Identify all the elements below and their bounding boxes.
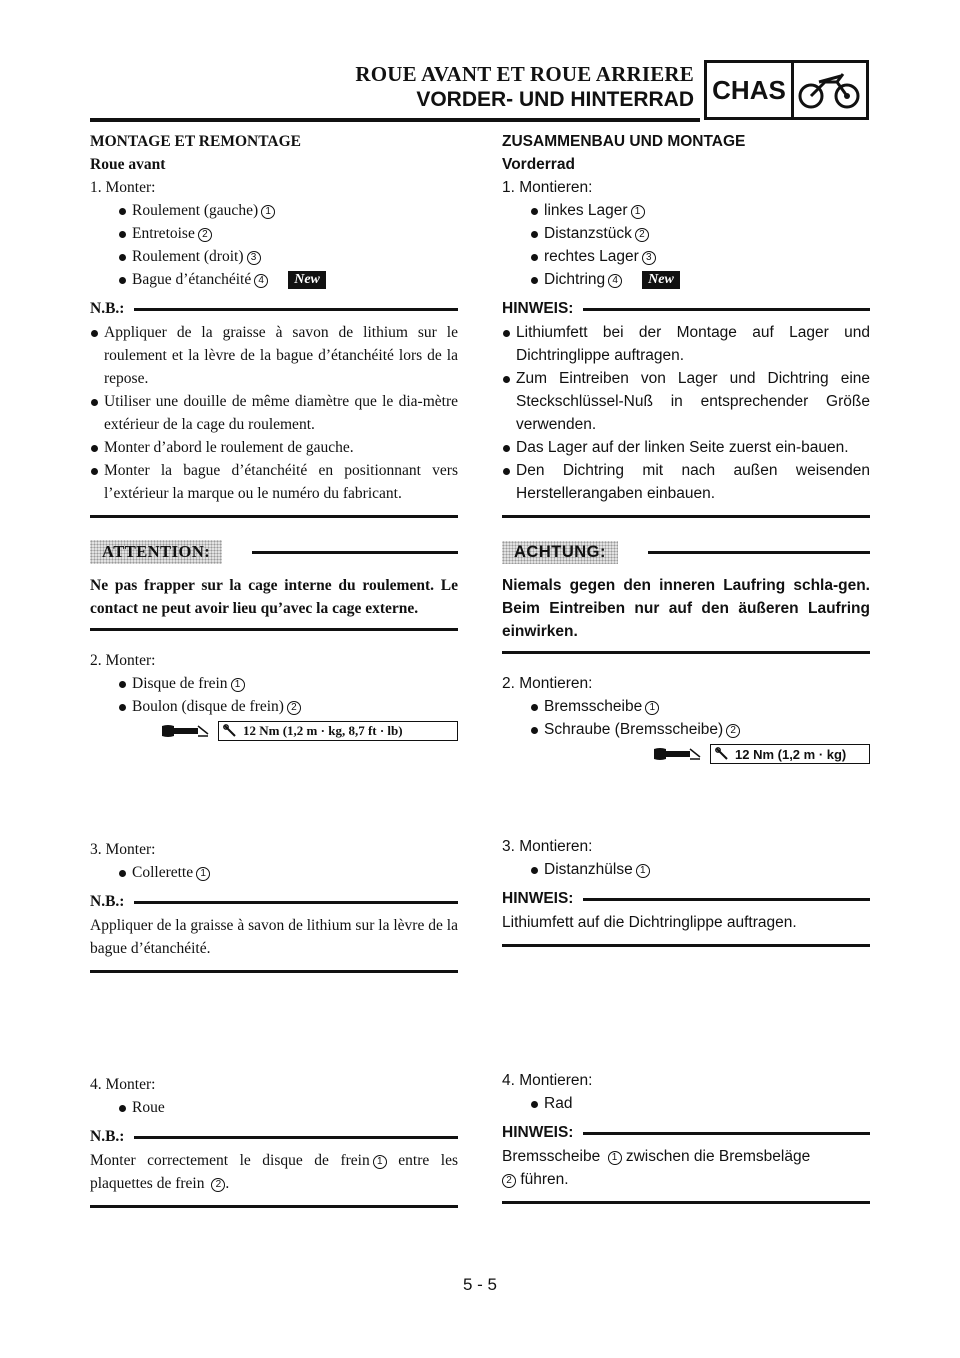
step-label: 2. Montieren: [502, 675, 593, 692]
callout-number: 2 [211, 1178, 225, 1192]
note-end-rule [502, 1201, 870, 1204]
step-label: 3. Monter: [90, 841, 156, 858]
caution-header [502, 538, 870, 566]
header-title-de: VORDER- UND HINTERRAD [416, 88, 694, 111]
new-part-badge: New [288, 271, 326, 289]
list-item: Bremsscheibe 1 [530, 695, 870, 718]
section-subheading: Vorderrad [502, 156, 575, 173]
page-number: 5 - 5 [462, 1275, 498, 1294]
step-label: 4. Montieren: [502, 1072, 593, 1089]
note-end-rule [90, 515, 458, 518]
note-item: Utiliser une douille de même diamètre que le dia-mètre extérieur de la cage du roulement. [90, 390, 458, 436]
note-end-rule [502, 515, 870, 518]
note-item: Zum Eintreiben von Lager und Dichtring eine Steckschlüssel-Nuß in entsprechender Größe verwenden. [502, 367, 870, 436]
list-item: Dichtring 4 New [530, 268, 870, 291]
torque-icon [715, 747, 729, 761]
step-label: 1. Montieren: [502, 179, 593, 196]
caution-header [90, 538, 458, 566]
list-item: Roulement (droit) 3 [118, 245, 458, 268]
callout-number: 4 [608, 274, 622, 288]
torque-value: 12 Nm (1,2 m · kg) [735, 746, 847, 762]
motorcycle-icon [794, 63, 866, 117]
note-text: Monter correctement le disque de frein 1 entre les plaquettes de frein 2 . [90, 1152, 458, 1192]
callout-number: 1 [636, 864, 650, 878]
note-item: Den Dichtring mit nach außen weisenden Herstellerangaben einbauen. [502, 459, 870, 505]
list-item: Distanzhülse 1 [530, 858, 870, 881]
list-item: Entretoise 2 [118, 222, 458, 245]
section-heading: MONTAGE ET REMONTAGE [90, 133, 301, 150]
list-item: Roulement (gauche) 1 [118, 199, 458, 222]
note-text: Bremsscheibe 1 zwischen die Bremsbeläge 2 führen. [502, 1148, 811, 1188]
list-item: rechtes Lager 3 [530, 245, 870, 268]
note-header: N.B.: [90, 1125, 458, 1149]
note-item: Das Lager auf der linken Seite zuerst ein-bauen. [502, 436, 870, 459]
caution-label: ATTENTION: [90, 540, 222, 564]
list-item: Collerette 1 [118, 861, 458, 884]
callout-number: 1 [608, 1151, 622, 1165]
step-label: 4. Monter: [90, 1076, 156, 1093]
note-text: Lithiumfett auf die Dichtringlippe auftragen. [502, 914, 797, 931]
caution-text: Ne pas frapper sur la cage interne du roulement. Le contact ne peut avoir lieu qu’avec la cage externe. [90, 577, 458, 617]
section-code: CHAS [707, 63, 794, 117]
torque-value: 12 Nm (1,2 m · kg, 8,7 ft · lb) [243, 723, 403, 738]
socket-wrench-icon [652, 747, 702, 761]
torque-spec [90, 720, 458, 742]
callout-number: 1 [631, 205, 645, 219]
column-french [90, 130, 458, 1208]
callout-number: 3 [642, 251, 656, 265]
note-end-rule [90, 1205, 458, 1208]
section-badge [704, 60, 869, 120]
list-item: Roue [118, 1096, 458, 1119]
list-item: Distanzstück 2 [530, 222, 870, 245]
callout-number: 2 [502, 1174, 516, 1188]
header-rule [90, 118, 700, 122]
step-label: 1. Monter: [90, 179, 156, 196]
note-item: Lithiumfett bei der Montage auf Lager und Dichtringlippe auftragen. [502, 321, 870, 367]
step-label: 3. Montieren: [502, 838, 593, 855]
callout-number: 3 [247, 251, 261, 265]
callout-number: 2 [198, 228, 212, 242]
step-label: 2. Monter: [90, 652, 156, 669]
note-header: N.B.: [90, 890, 458, 914]
section-subheading: Roue avant [90, 156, 166, 173]
note-header: HINWEIS: [502, 297, 870, 321]
list-item: Bague d’étanchéité 4 New [118, 268, 458, 291]
callout-number: 1 [231, 678, 245, 692]
list-item: Schraube (Bremsscheibe) 2 [530, 718, 870, 741]
header-title-fr: ROUE AVANT ET ROUE ARRIERE [355, 62, 694, 86]
list-item: Disque de frein 1 [118, 672, 458, 695]
note-header: N.B.: [90, 297, 458, 321]
note-item: Appliquer de la graisse à savon de lithium sur le roulement et la lèvre de la bague d’étanchéité lors de la repose. [90, 321, 458, 390]
caution-text: Niemals gegen den inneren Laufring schla-gen. Beim Eintreiben nur auf den äußeren Laufring einwirken. [502, 577, 870, 640]
note-item: Monter d’abord le roulement de gauche. [90, 436, 458, 459]
callout-number: 2 [287, 701, 301, 715]
list-item: Rad [530, 1092, 870, 1115]
callout-number: 1 [373, 1155, 387, 1169]
note-text: Appliquer de la graisse à savon de lithium sur la lèvre de la bague d’étanchéité. [90, 917, 458, 957]
callout-number: 4 [254, 274, 268, 288]
torque-icon [223, 724, 237, 738]
new-part-badge: New [642, 271, 680, 289]
callout-number: 1 [261, 205, 275, 219]
list-item: Boulon (disque de frein) 2 [118, 695, 458, 718]
column-german [502, 130, 870, 1204]
note-header: HINWEIS: [502, 887, 870, 911]
socket-wrench-icon [160, 724, 210, 738]
caution-label: ACHTUNG: [502, 541, 618, 564]
callout-number: 2 [726, 724, 740, 738]
torque-spec [502, 743, 870, 765]
callout-number: 1 [645, 701, 659, 715]
list-item: linkes Lager 1 [530, 199, 870, 222]
callout-number: 1 [196, 867, 210, 881]
note-header: HINWEIS: [502, 1121, 870, 1145]
callout-number: 2 [635, 228, 649, 242]
section-heading: ZUSAMMENBAU UND MONTAGE [502, 133, 746, 150]
note-item: Monter la bague d’étanchéité en positionnant vers l’extérieur la marque ou le numéro du fabricant. [90, 459, 458, 505]
